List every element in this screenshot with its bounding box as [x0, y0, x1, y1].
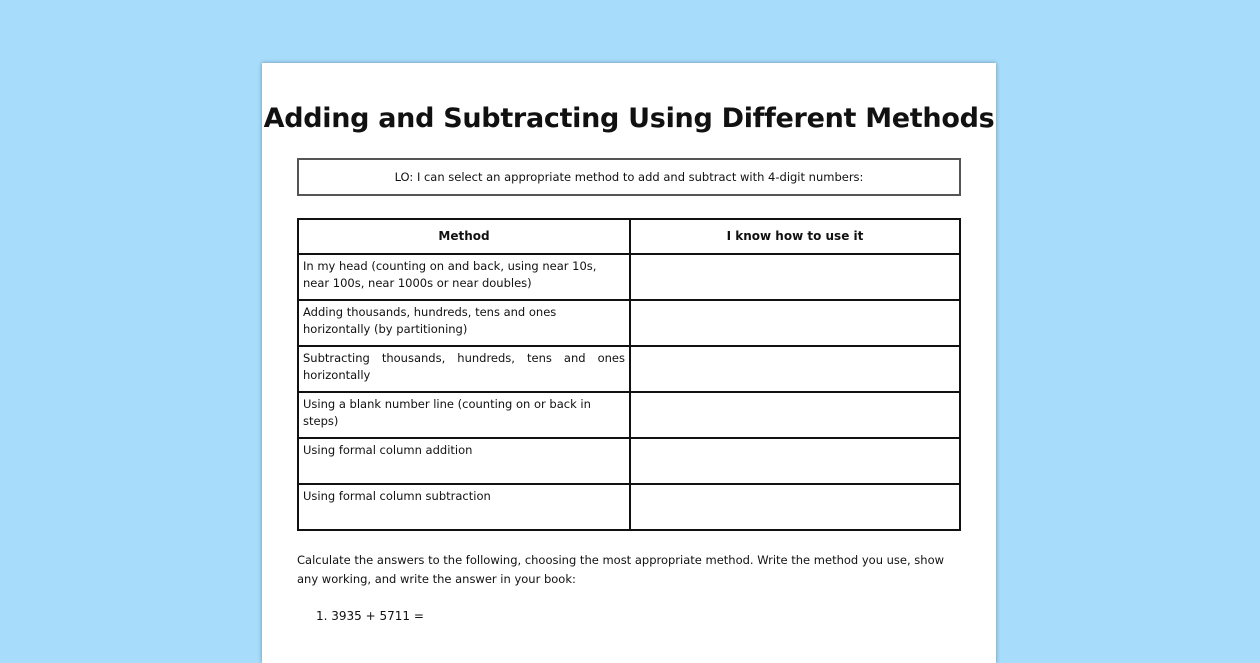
table-row: [298, 438, 960, 484]
table-row: [298, 392, 960, 438]
method-cell: Adding thousands, hundreds, tens and ones horizontally (by partitioning): [298, 300, 630, 346]
method-cell: In my head (counting on and back, using near 10s, near 100s, near 1000s or near doubles): [298, 254, 630, 300]
method-cell: Using formal column subtraction: [298, 484, 630, 530]
known-cell[interactable]: [630, 392, 960, 438]
known-cell[interactable]: [630, 484, 960, 530]
method-cell: Using a blank number line (counting on or back in steps): [298, 392, 630, 438]
table-row: [298, 300, 960, 346]
known-cell[interactable]: [630, 438, 960, 484]
learning-objective: LO: I can select an appropriate method to add and subtract with 4-digit numbers:: [394, 170, 864, 184]
header-method: Method: [298, 219, 630, 254]
header-know: I know how to use it: [630, 219, 960, 254]
question-1: 1. 3935 + 5711 =: [316, 609, 424, 623]
known-cell[interactable]: [630, 300, 960, 346]
known-cell[interactable]: [630, 346, 960, 392]
method-cell: Using formal column addition: [298, 438, 630, 484]
table-row: [298, 346, 960, 392]
methods-table: [297, 218, 961, 531]
known-cell[interactable]: [630, 254, 960, 300]
table-row: [298, 254, 960, 300]
method-cell: Subtracting thousands, hundreds, tens and ones horizontally: [298, 346, 630, 392]
table-header-row: [298, 219, 960, 254]
learning-objective-box: [297, 158, 961, 196]
table-row: [298, 484, 960, 530]
instructions: Calculate the answers to the following, choosing the most appropriate method. Write the method you use, show any working, and write the answer in your book:: [297, 553, 945, 586]
page-title: Adding and Subtracting Using Different Methods: [263, 103, 995, 134]
worksheet-page: [262, 63, 996, 663]
